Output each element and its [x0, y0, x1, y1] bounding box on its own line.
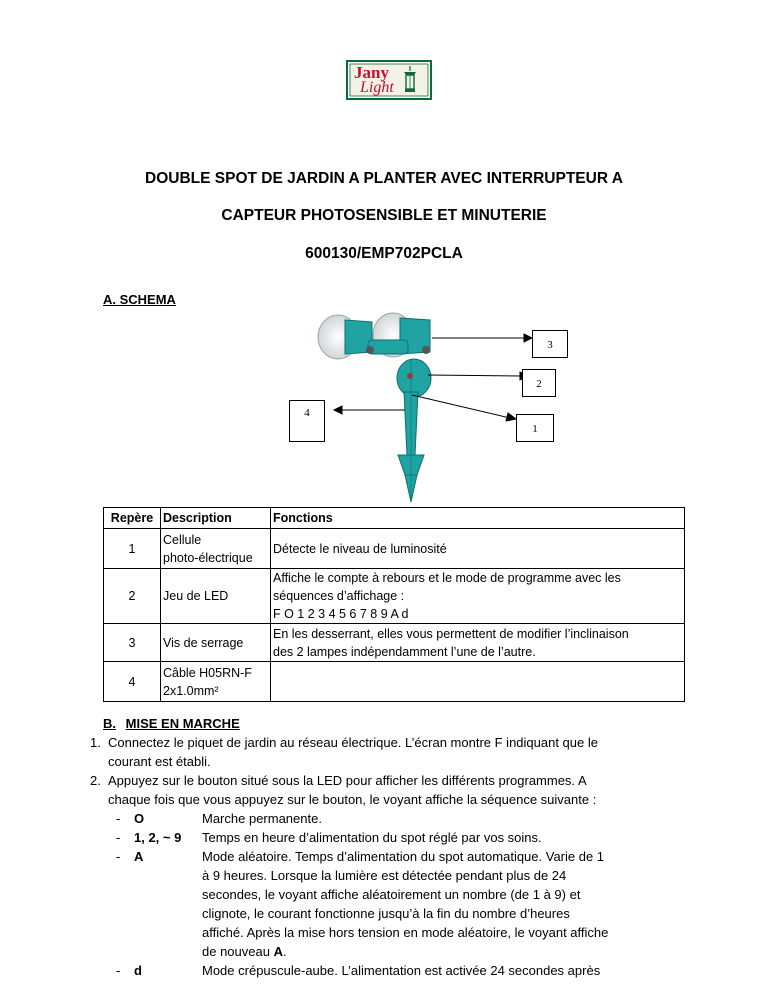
callout-4: 4 — [289, 400, 325, 442]
table-header-row — [104, 508, 685, 529]
item-text: Temps en heure d’alimentation du spot réglé par vos soins. — [202, 830, 542, 845]
item-dash: - — [116, 811, 121, 826]
item-key: 1, 2, ~ 9 — [134, 830, 182, 845]
item-key: A — [134, 849, 144, 864]
item-text: Marche permanente. — [202, 811, 322, 826]
row-description-line: photo-électrique — [163, 550, 253, 565]
section-b-title: MISE EN MARCHE — [125, 716, 240, 731]
row-number: 2 — [104, 569, 161, 624]
item-line-text: de nouveau — [202, 944, 274, 959]
doc-title-line2: CAPTEUR PHOTOSENSIBLE ET MINUTERIE — [221, 207, 547, 224]
row-number: 3 — [104, 624, 161, 662]
table-row — [104, 662, 685, 702]
row-description-line: Câble H05RN-F — [163, 665, 252, 680]
header-fonctions: Fonctions — [271, 508, 685, 529]
row-number: 4 — [104, 662, 161, 702]
list-item — [116, 961, 696, 980]
row-function-line: séquences d’affichage : — [273, 589, 405, 603]
row-description-line: Cellule — [163, 532, 202, 547]
table-row — [104, 569, 685, 624]
section-a-heading: A. SCHEMA — [103, 292, 176, 307]
item-line: à 9 heures. Lorsque la lumière est détectée pendant plus de 24 — [202, 868, 567, 883]
doc-reference: 600130/EMP702PCLA — [305, 245, 463, 262]
row-description: Vis de serrage — [161, 624, 271, 662]
row-function — [271, 569, 685, 624]
header-repere: Repère — [104, 508, 161, 529]
item-line: secondes, le voyant affiche aléatoirement un nombre (de 1 à 9) et — [202, 887, 581, 902]
callout-3: 3 — [532, 330, 568, 358]
list-item — [116, 828, 696, 847]
logo-word-light: Light — [360, 79, 394, 96]
step-number: 1. — [90, 735, 101, 750]
row-description: Jeu de LED — [161, 569, 271, 624]
step-line: courant est établi. — [108, 754, 211, 769]
table-row — [104, 529, 685, 569]
logo-word-jany: Jany — [354, 63, 389, 82]
list-item — [116, 809, 696, 828]
program-list — [116, 809, 696, 980]
garden-spot-drawing — [318, 313, 431, 502]
step-line: Connectez le piquet de jardin au réseau électrique. L’écran montre F indiquant que le — [108, 735, 598, 750]
step-text — [90, 733, 690, 771]
list-item — [116, 847, 696, 961]
row-function-line: des 2 lampes indépendamment l’une de l’autre. — [273, 644, 536, 659]
item-key: O — [134, 811, 145, 826]
row-function-line: F O 1 2 3 4 5 6 7 8 9 A d — [273, 607, 409, 621]
row-description-line: 2x1.0mm² — [163, 683, 219, 698]
callout-2: 2 — [522, 369, 556, 397]
item-line-end: . — [282, 944, 287, 959]
section-b-heading — [103, 714, 248, 733]
item-text — [202, 847, 680, 961]
item-line — [202, 942, 680, 961]
item-line-bold: A — [273, 944, 283, 959]
step-1 — [90, 733, 690, 771]
step-2 — [90, 771, 690, 809]
step-line: Appuyez sur le bouton situé sous la LED pour afficher les différents programmes. A — [108, 773, 587, 788]
step-number: 2. — [90, 773, 101, 788]
item-dash: - — [116, 849, 121, 864]
item-dash: - — [116, 830, 121, 845]
row-function — [271, 662, 685, 702]
row-description — [161, 662, 271, 702]
table-row — [104, 624, 685, 662]
callout-1: 1 — [516, 414, 554, 442]
row-function-line: En les desserrant, elles vous permettent de modifier l’inclinaison — [273, 626, 629, 641]
step-line: chaque fois que vous appuyez sur le bouton, le voyant affiche la séquence suivante : — [108, 792, 597, 807]
step-text — [90, 771, 690, 809]
row-function-line: Affiche le compte à rebours et le mode de programme avec les — [273, 571, 621, 585]
item-line: affiché. Après la mise hors tension en mode aléatoire, le voyant affiche — [202, 925, 609, 940]
row-number: 1 — [104, 529, 161, 569]
header-description: Description — [161, 508, 271, 529]
row-description — [161, 529, 271, 569]
doc-title-line1: DOUBLE SPOT DE JARDIN A PLANTER AVEC INTERRUPTEUR A — [145, 170, 623, 187]
row-function — [271, 624, 685, 662]
item-key: d — [134, 963, 142, 978]
item-line: clignote, le courant fonctionne jusqu’à la fin du nombre d’heures — [202, 906, 570, 921]
item-line: Mode aléatoire. Temps d’alimentation du spot automatique. Varie de 1 — [202, 849, 605, 864]
item-text: Mode crépuscule-aube. L’alimentation est activée 24 secondes après — [202, 963, 601, 978]
section-b-prefix: B. — [103, 716, 116, 731]
row-function: Détecte le niveau de luminosité — [271, 529, 685, 569]
parts-table — [103, 507, 685, 702]
item-dash: - — [116, 963, 121, 978]
